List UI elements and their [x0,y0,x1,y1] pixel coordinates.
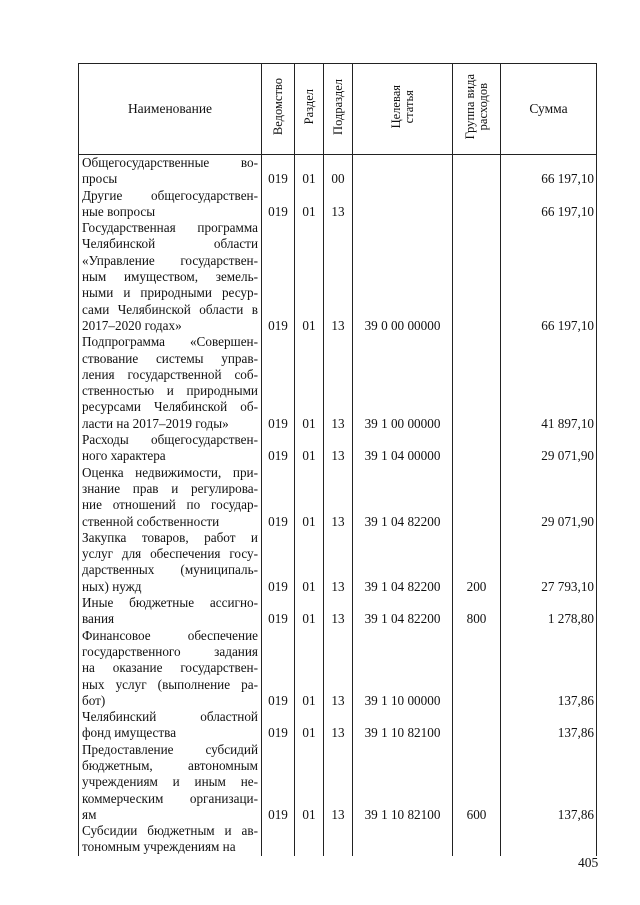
row-razdel: 01 [295,595,324,628]
row-group: 200 [453,530,501,595]
row-sum: 66 197,10 [501,188,597,221]
row-podrazdel [324,823,353,856]
row-podrazdel: 13 [324,432,353,465]
row-group [453,155,501,188]
table-row [79,432,597,465]
row-vedomstvo: 019 [262,155,295,188]
table-row [79,334,597,432]
row-sum: 29 071,90 [501,432,597,465]
row-target: 39 1 04 00000 [353,432,453,465]
row-sum: 137,86 [501,742,597,823]
row-sum: 137,86 [501,709,597,742]
row-sum: 41 897,10 [501,334,597,432]
row-podrazdel: 13 [324,709,353,742]
header-target: Целевая статья [353,64,453,155]
row-vedomstvo: 019 [262,530,295,595]
row-name: Подпрограмма «Совершен- ствование системы управ- ления государственной соб- ственностью и природными ресурсами Челябинской об- ласти на 2017–2019 годы» [79,334,262,432]
row-target: 39 1 10 00000 [353,628,453,709]
row-vedomstvo: 019 [262,628,295,709]
row-name: Общегосударственные во- просы [79,155,262,188]
table-row [79,823,597,856]
row-razdel: 01 [295,742,324,823]
row-vedomstvo: 019 [262,465,295,530]
table-row [79,595,597,628]
table-row [79,742,597,823]
row-target: 39 1 10 82100 [353,742,453,823]
row-name: Финансовое обеспечение государственного задания на оказание государствен- ных услуг (выполнение ра- бот) [79,628,262,709]
row-name: Иные бюджетные ассигно- вания [79,595,262,628]
row-vedomstvo: 019 [262,432,295,465]
row-razdel: 01 [295,628,324,709]
header-group: Группа вида расходов [453,64,501,155]
row-podrazdel: 13 [324,595,353,628]
table-row [79,628,597,709]
table-row [79,709,597,742]
row-vedomstvo: 019 [262,334,295,432]
row-target [353,823,453,856]
row-group [453,334,501,432]
row-target: 39 1 04 82200 [353,465,453,530]
budget-table [78,63,597,856]
row-podrazdel: 13 [324,628,353,709]
row-podrazdel: 13 [324,530,353,595]
row-vedomstvo: 019 [262,188,295,221]
row-sum: 27 793,10 [501,530,597,595]
row-podrazdel: 13 [324,334,353,432]
row-target [353,155,453,188]
budget-table-sheet [78,63,596,856]
row-group [453,188,501,221]
row-sum: 29 071,90 [501,465,597,530]
header-podrazdel: Подраздел [324,64,353,155]
row-podrazdel: 13 [324,188,353,221]
row-sum: 66 197,10 [501,155,597,188]
row-vedomstvo: 019 [262,220,295,334]
row-razdel: 01 [295,220,324,334]
row-podrazdel: 13 [324,742,353,823]
row-podrazdel: 13 [324,465,353,530]
header-razdel: Раздел [295,64,324,155]
table-header-row [79,64,597,155]
row-sum: 66 197,10 [501,220,597,334]
table-row [79,465,597,530]
header-vedomstvo: Ведомство [262,64,295,155]
row-group [453,709,501,742]
row-name: Закупка товаров, работ и услуг для обеспечения госу- дарственных (муниципаль- ных) нужд [79,530,262,595]
row-group [453,465,501,530]
row-razdel: 01 [295,530,324,595]
row-name: Расходы общегосударствен- ного характера [79,432,262,465]
row-name: Оценка недвижимости, при- знание прав и регулирова- ние отношений по государ- ственной собственности [79,465,262,530]
row-name: Государственная программа Челябинской области «Управление государствен- ным имуществом, земель- ными и природными ресур- сами Челябинской области в 2017–2020 годах» [79,220,262,334]
row-sum [501,823,597,856]
row-razdel [295,823,324,856]
row-target [353,188,453,221]
row-podrazdel: 00 [324,155,353,188]
row-sum: 1 278,80 [501,595,597,628]
row-group [453,628,501,709]
row-target: 39 0 00 00000 [353,220,453,334]
row-name: Другие общегосударствен- ные вопросы [79,188,262,221]
table-row [79,220,597,334]
row-vedomstvo [262,823,295,856]
row-vedomstvo: 019 [262,709,295,742]
row-group [453,220,501,334]
row-name: Предоставление субсидий бюджетным, автономным учреждениям и иным не- коммерческим организаци- ям [79,742,262,823]
table-row [79,188,597,221]
row-razdel: 01 [295,155,324,188]
row-target: 39 1 04 82200 [353,595,453,628]
row-group [453,823,501,856]
row-target: 39 1 10 82100 [353,709,453,742]
table-row [79,530,597,595]
row-name: Челябинский областной фонд имущества [79,709,262,742]
row-target: 39 1 04 82200 [353,530,453,595]
row-razdel: 01 [295,334,324,432]
row-group: 800 [453,595,501,628]
row-razdel: 01 [295,432,324,465]
row-razdel: 01 [295,465,324,530]
row-razdel: 01 [295,709,324,742]
row-vedomstvo: 019 [262,742,295,823]
table-row [79,155,597,188]
row-sum: 137,86 [501,628,597,709]
row-razdel: 01 [295,188,324,221]
row-group: 600 [453,742,501,823]
page-number: 405 [578,855,599,870]
row-target: 39 1 00 00000 [353,334,453,432]
header-sum: Сумма [501,64,597,155]
row-group [453,432,501,465]
row-vedomstvo: 019 [262,595,295,628]
row-podrazdel: 13 [324,220,353,334]
row-name: Субсидии бюджетным и ав- тономным учреждениям на [79,823,262,856]
header-name: Наименование [79,64,262,155]
